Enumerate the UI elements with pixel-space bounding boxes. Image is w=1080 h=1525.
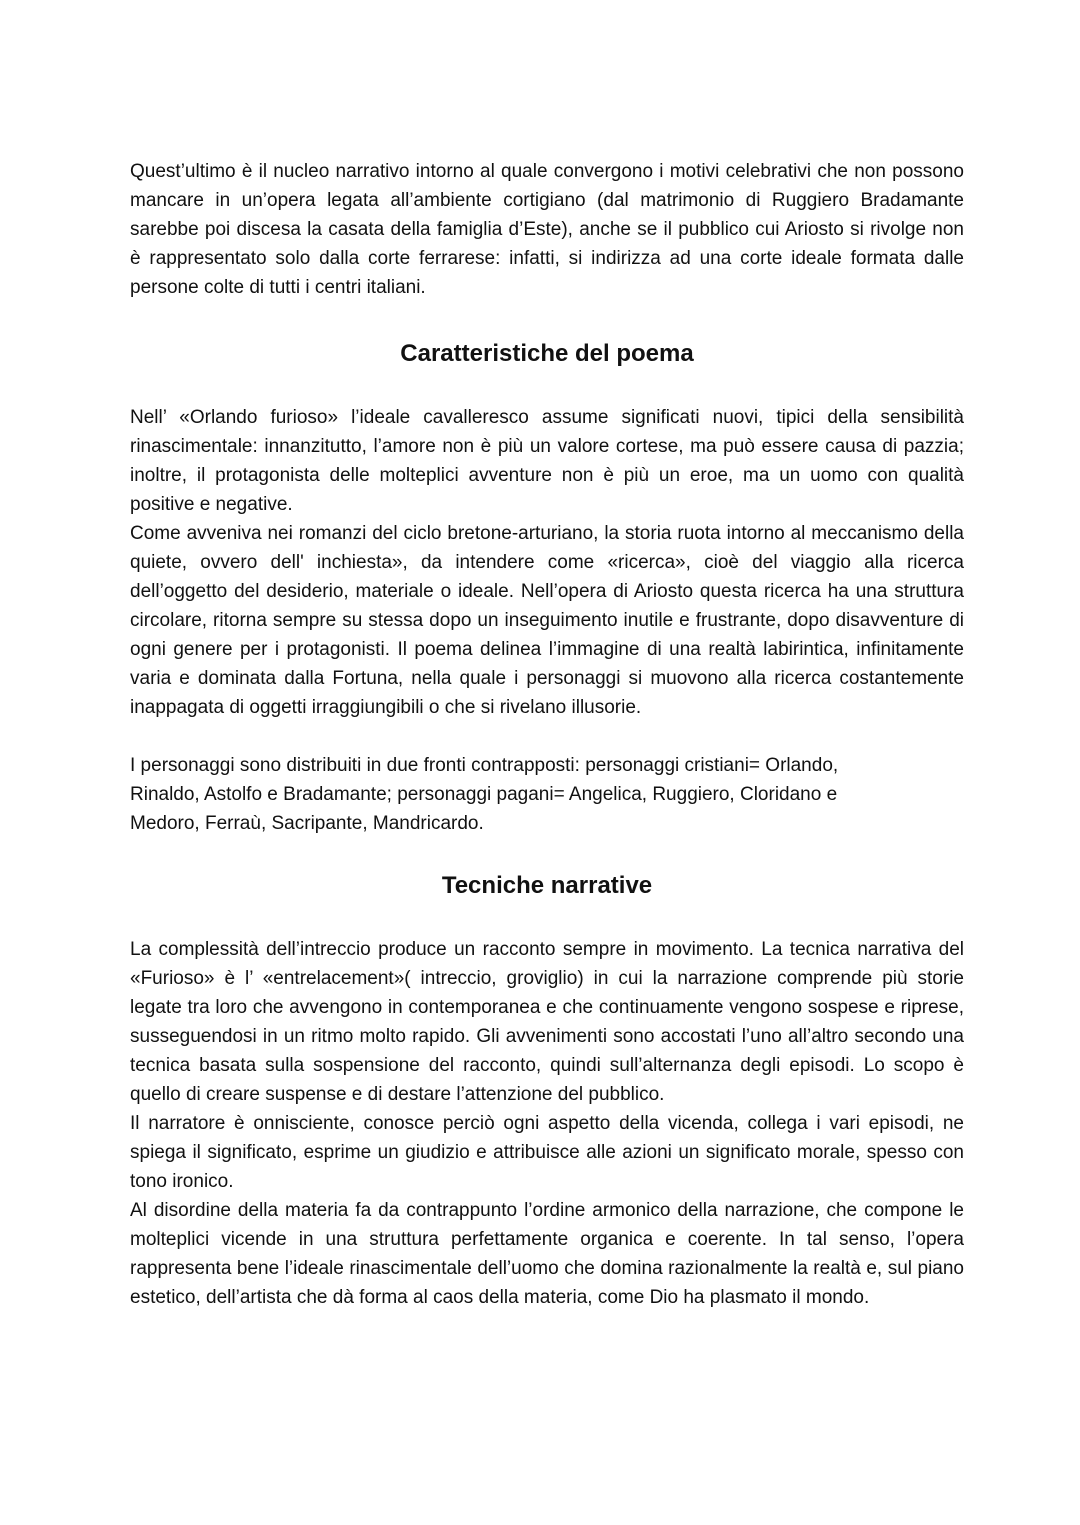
caratteristiche-paragraph-1: Nell’ «Orlando furioso» l’ideale cavalleresco assume significati nuovi, tipici della sensibilità rinascimentale: innanzitutto, l’amore non è più un valore cortese, ma può essere causa di pazzia; inoltre, il protagonista delle molteplici avventure non è più un eroe, ma un uomo con qualità positive e negative. (130, 407, 964, 515)
intro-paragraph: Quest’ultimo è il nucleo narrativo intorno al quale convergono i motivi celebrativi che non possono mancare in un’opera legata all’ambiente cortigiano (dal matrimonio di Ruggiero Bradamante sarebbe poi discesa la casata della famiglia d’Este), anche se il pubblico cui Ariosto si rivolge non è rappresentato solo dalla corte ferrarese: infatti, si indirizza ad una corte ideale formata dalle persone colte di tutti i centri italiani. (130, 161, 964, 298)
personaggi-line-1: I personaggi sono distribuiti in due fronti contrapposti: personaggi cristiani= Orlando, (130, 755, 839, 776)
caratteristiche-paragraph-2: Come avveniva nei romanzi del ciclo bretone-arturiano, la storia ruota intorno al meccanismo della quiete, ovvero dell' inchiesta», da intendere come «ricerca», cioè del viaggio alla ricerca dell’oggetto del desiderio, materiale o ideale. Nell’opera di Ariosto questa ricerca ha una struttura circolare, ritorna sempre su stessa dopo un inseguimento inutile e frustrante, dopo disavventure di ogni genere per i protagonisti. Il poema delinea l’immagine di una realtà labirintica, infinitamente varia e dominata dalla Fortuna, nella quale i personaggi si muovono alla ricerca costantemente inappagata di oggetti irraggiungibili o che si rivelano illusorie. (130, 523, 964, 718)
caratteristiche-paragraph-3 (130, 751, 964, 838)
tecniche-paragraph-1: La complessità dell’intreccio produce un racconto sempre in movimento. La tecnica narrativa del «Furioso» è l’ «entrelacement»( intreccio, groviglio) in cui la narrazione comprende più storie legate tra loro che avvengono in contemporanea e che continuamente vengono sospese e riprese, susseguendosi in un ritmo molto rapido. Gli avvenimenti sono accostati l’uno all’altro secondo una tecnica basata sulla sospensione del racconto, quindi sull’alternanza degli episodi. Lo scopo è quello di creare suspense e di destare l’attenzione del pubblico. (130, 939, 964, 1105)
tecniche-paragraph-3: Al disordine della materia fa da contrappunto l’ordine armonico della narrazione, che compone le molteplici vicende in una struttura perfettamente organica e coerente. In tal senso, l’opera rappresenta bene l’ideale rinascimentale dell’uomo che domina razionalmente la realtà e, sul piano estetico, dell’artista che dà forma al caos della materia, come Dio ha plasmato il mondo. (130, 1200, 964, 1308)
section-heading-tecniche: Tecniche narrative (441, 872, 653, 899)
tecniche-paragraph-2: Il narratore è onnisciente, conosce perciò ogni aspetto della vicenda, collega i vari episodi, ne spiega il significato, esprime un giudizio e attribuisce alle azioni un significato morale, spesso con tono ironico. (130, 1113, 964, 1192)
section-heading-caratteristiche: Caratteristiche del poema (400, 340, 694, 367)
personaggi-line-3: Medoro, Ferraù, Sacripante, Mandricardo. (130, 813, 484, 834)
document-page (130, 157, 964, 1312)
personaggi-line-2: Rinaldo, Astolfo e Bradamante; personaggi pagani= Angelica, Ruggiero, Cloridano e (130, 784, 838, 805)
